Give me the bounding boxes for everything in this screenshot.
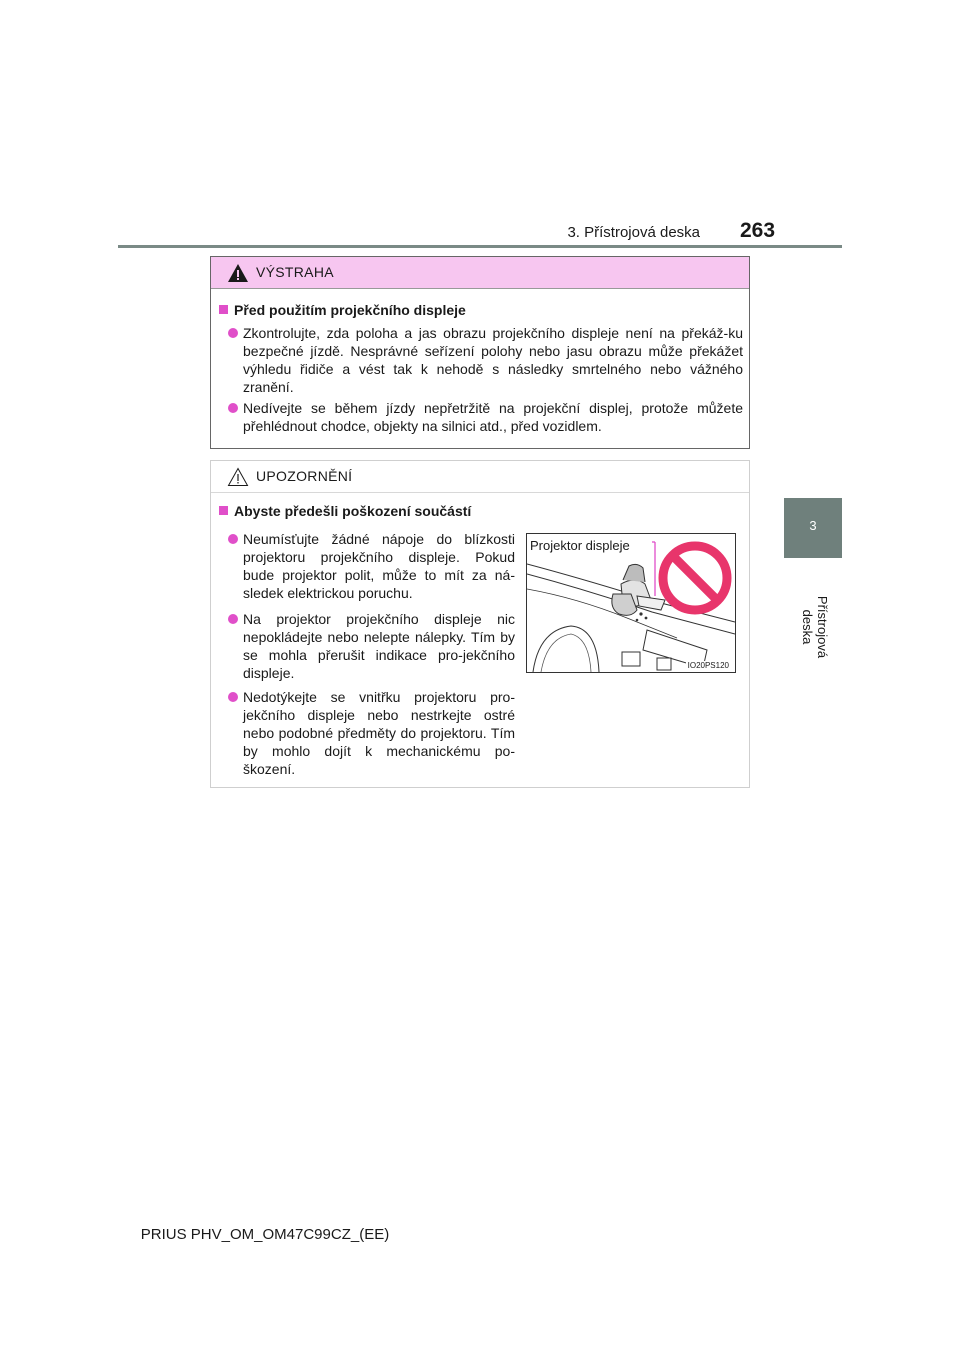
warning-header bbox=[211, 257, 749, 289]
warning-box bbox=[210, 256, 750, 449]
chapter-tab-label: Přístrojová deska bbox=[800, 595, 830, 659]
warning-bullet bbox=[243, 399, 743, 435]
caution-header bbox=[211, 461, 749, 493]
caution-triangle-icon bbox=[227, 467, 249, 487]
dashboard-drawing bbox=[527, 534, 735, 672]
header-divider bbox=[118, 245, 842, 248]
caution-subheading bbox=[219, 503, 471, 519]
bullet-dot-icon bbox=[228, 328, 238, 338]
bullet-dot-icon bbox=[228, 534, 238, 544]
warning-bullet bbox=[243, 324, 743, 396]
page-number: 263 bbox=[740, 219, 776, 242]
caution-bullet bbox=[243, 688, 515, 778]
caution-bullet bbox=[243, 530, 515, 602]
figure-code: IO20PS120 bbox=[687, 661, 729, 670]
chapter-tab bbox=[784, 498, 842, 558]
chapter-tab-number: 3 bbox=[809, 518, 817, 533]
document-code: PRIUS PHV_OM_OM47C99CZ_(EE) bbox=[140, 1226, 390, 1243]
projector-illustration bbox=[526, 533, 736, 673]
square-bullet-icon bbox=[219, 305, 228, 314]
caution-subheading-text: Abyste předešli poškození součástí bbox=[234, 503, 472, 519]
caution-box bbox=[210, 460, 750, 788]
caution-title: UPOZORNĚNÍ bbox=[256, 468, 353, 484]
caution-bullet bbox=[243, 610, 515, 682]
bullet-dot-icon bbox=[228, 692, 238, 702]
warning-subheading-text: Před použitím projekčního displeje bbox=[234, 302, 466, 318]
caution-bullet-text: Na projektor projekčního displeje nic nepokládejte nebo nelepte nálepky. Tím by se mohla přerušit indikace pro-jekčního displeje. bbox=[243, 611, 515, 681]
page-header bbox=[0, 0, 960, 260]
warning-bullet-text: Nedívejte se během jízdy nepřetržitě na projekční displej, protože můžete přehlédnout chodce, objekty na silnici atd., před vozidlem. bbox=[243, 400, 743, 434]
square-bullet-icon bbox=[219, 506, 228, 515]
bullet-dot-icon bbox=[228, 614, 238, 624]
caution-bullet-text: Neumísťujte žádné nápoje do blízkosti projektoru projekčního displeje. Pokud bude projektor polit, může to mít za ná-sledek elektrickou poruchu. bbox=[243, 531, 515, 601]
bullet-dot-icon bbox=[228, 403, 238, 413]
warning-triangle-icon bbox=[227, 263, 249, 283]
section-title: 3. Přístrojová deska bbox=[567, 224, 700, 241]
warning-subheading bbox=[219, 302, 466, 318]
warning-bullet-text: Zkontrolujte, zda poloha a jas obrazu projekčního displeje není na překáž-ku bezpečné jízdě. Nesprávné seřízení polohy nebo jasu obrazu může překážet výhledu řidiče a vést tak k nehodě s následky smrtelného nebo vážného zranění. bbox=[243, 325, 743, 395]
caution-bullet-text: Nedotýkejte se vnitřku projektoru pro-jekčního displeje nebo nestrkejte ostré nebo podobné předměty do projektoru. Tím by mohlo dojít k mechanickému po-škození. bbox=[243, 689, 515, 777]
figure-label: Projektor displeje bbox=[530, 538, 630, 553]
warning-title: VÝSTRAHA bbox=[256, 264, 334, 280]
